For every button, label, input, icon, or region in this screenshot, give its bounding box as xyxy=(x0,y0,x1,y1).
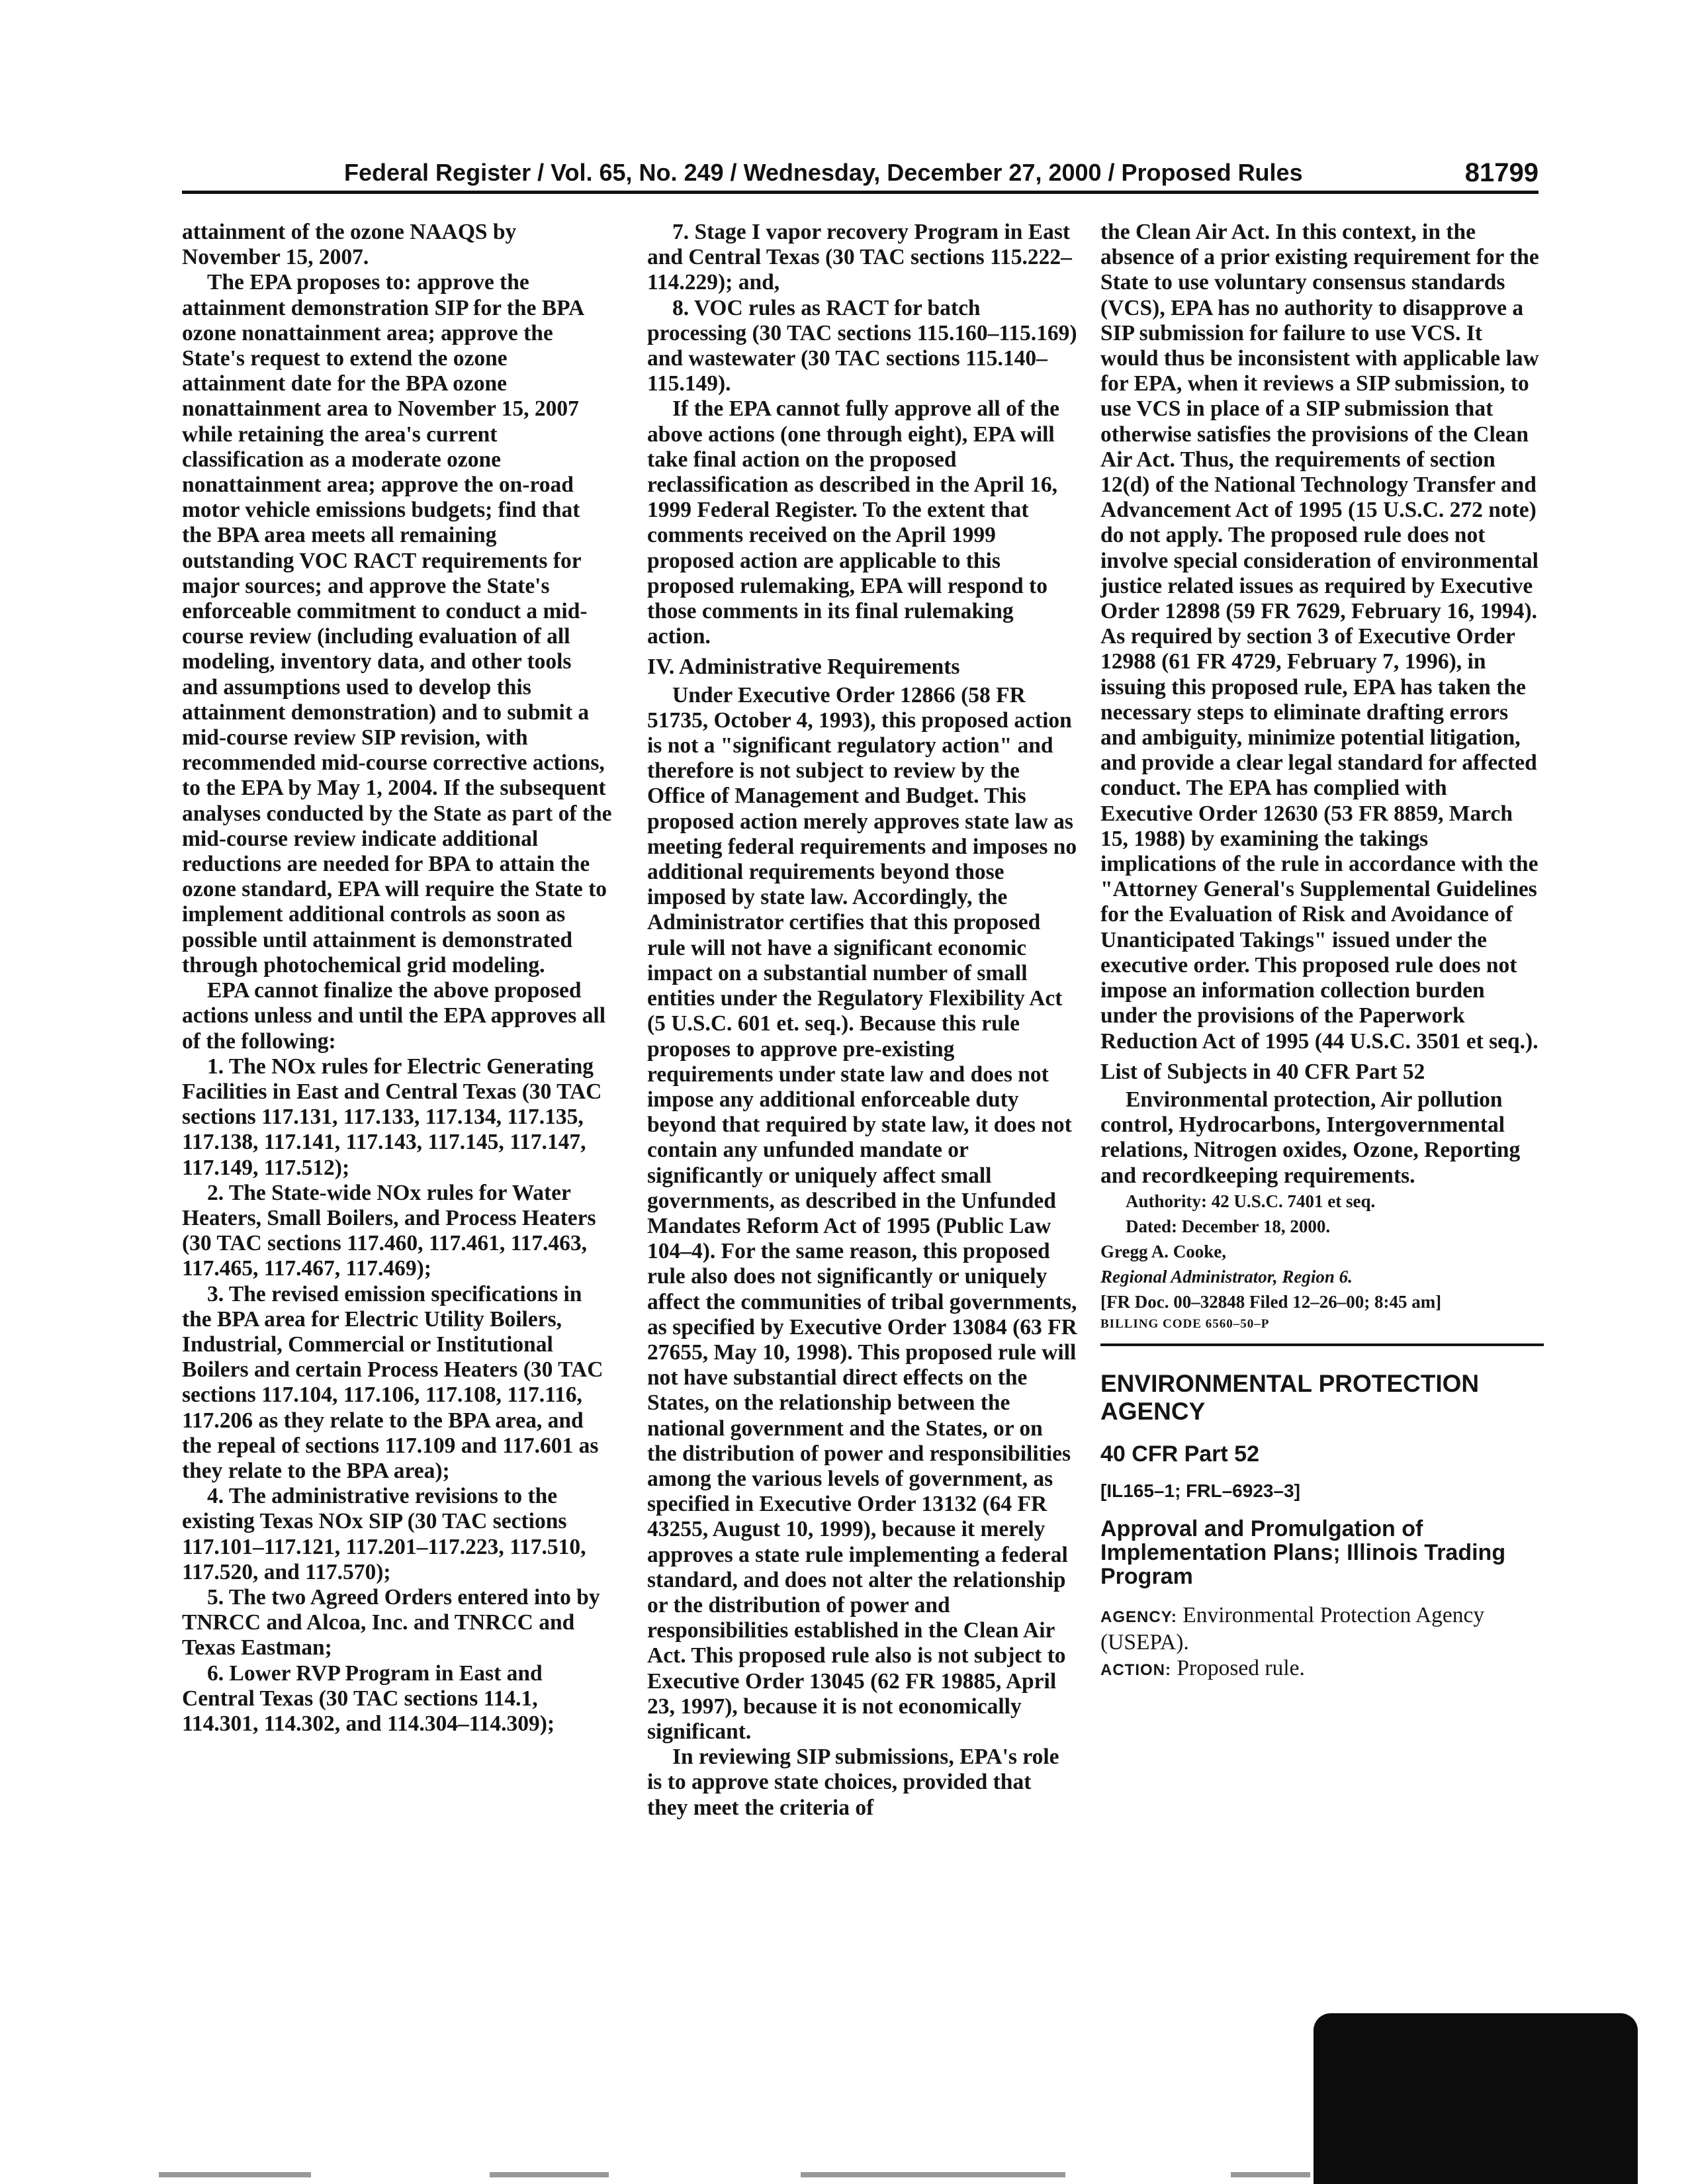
column-1 xyxy=(182,220,612,2139)
page-header xyxy=(182,158,1538,188)
section-divider xyxy=(1100,1343,1544,1347)
agency-line xyxy=(1100,1603,1544,1655)
paragraph: If the EPA cannot fully approve all of the above actions (one through eight), EPA will take final action on the proposed reclassification as described in the April 16, 1999 Federal Register. To the extent that comments received on the April 1999 proposed action are applicable to this proposed rulemaking, EPA will respond to those comments in its final rulemaking action. xyxy=(647,396,1060,649)
column-3 xyxy=(1100,220,1544,2139)
list-item: 3. The revised emission specifications in the BPA area for Electric Utility Boilers, Industrial, Commercial or Institutional Boilers and certain Process Heaters (30 TAC sections 117.104, 117.106, 117.108, 117.116, 117.206 as they relate to the BPA area, and the repeal of sections 117.109 and 117.601 as they relate to the BPA area); xyxy=(182,1281,603,1483)
scan-artifact xyxy=(1231,2172,1310,2177)
scan-artifact xyxy=(159,2172,311,2177)
list-item: 4. The administrative revisions to the existing Texas NOx SIP (30 TAC sections 117.101–117.121, 117.201–117.223, 117.510, 117.520, and 117.570); xyxy=(182,1484,586,1584)
action-label: ACTION: xyxy=(1100,1661,1171,1679)
list-item: 1. The NOx rules for Electric Generating Facilities in East and Central Texas (30 TAC sections 117.131, 117.133, 117.134, 117.135, 117.138, 117.141, 117.143, 117.145, 117.147, 117.149, 117.512); xyxy=(182,1054,602,1180)
paragraph: Under Executive Order 12866 (58 FR 51735, October 4, 1993), this proposed action is not a "significant regulatory action" and therefore is not subject to review by the Office of Management and Budget. This proposed action merely approves state law as meeting federal requirements and imposes no additional requirements beyond those imposed by state law. Accordingly, the Administrator certifies that this proposed rule will not have a significant economic impact on a substantial number of small entities under the Regulatory Flexibility Act (5 U.S.C. 601 et. seq.). Because this rule proposes to approve pre-existing requirements under state law and does not impose any additional enforceable duty beyond that required by state law, it does not contain any unfunded mandate or significantly or uniquely affect small governments, as described in the Unfunded Mandates Reform Act of 1995 (Public Law 104–4). For the same reason, this proposed rule also does not significantly or uniquely affect the communities of tribal governments, as specified by Executive Order 13084 (63 FR 27655, May 10, 1998). This proposed rule will not have substantial direct effects on the States, on the relationship between the national government and the States, or on the distribution of power and responsibilities among the various levels of government, as specified in Executive Order 13132 (64 FR 43255, August 10, 1999), because it merely approves a state rule implementing a federal standard, and does not alter the relationship or the distribution of power and responsibilities established in the Clean Air Act. This proposed rule also is not subject to Executive Order 13045 (62 FR 19885, April 23, 1997), because it is not economically significant. xyxy=(647,682,1077,1744)
agency-label: AGENCY: xyxy=(1100,1608,1177,1627)
list-item: 6. Lower RVP Program in East and Central Texas (30 TAC sections 114.1, 114.301, 114.302, and 114.304–114.309); xyxy=(182,1661,555,1736)
paragraph: attainment of the ozone NAAQS by November 15, 2007. xyxy=(182,220,517,270)
docket-number: [IL165–1; FRL–6923–3] xyxy=(1100,1480,1300,1501)
header-title: Federal Register / Vol. 65, No. 249 / Wednesday, December 27, 2000 / Proposed Rules xyxy=(344,159,1303,186)
paragraph: The EPA proposes to: approve the attainment demonstration SIP for the BPA ozone nonattainment area; approve the State's request to extend the ozone attainment date for the BPA ozone nonattainment area to November 15, 2007 while retaining the area's current classification as a moderate ozone nonattainment area; approve the on-road motor vehicle emissions budgets; find that the BPA area meets all remaining outstanding VOC RACT requirements for major sources; and approve the State's enforceable commitment to conduct a mid-course review (including evaluation of all modeling, inventory data, and other tools and assumptions used to develop this attainment demonstration) and to submit a mid-course review SIP revision, with recommended mid-course corrective actions, to the EPA by May 1, 2004. If the subsequent analyses conducted by the State as part of the mid-course review indicate additional reductions are needed for BPA to attain the ozone standard, EPA will require the State to implement additional controls as soon as possible until attainment is demonstrated through photochemical grid modeling. xyxy=(182,270,612,978)
signer-name: Gregg A. Cooke, xyxy=(1100,1241,1226,1261)
action-line xyxy=(1100,1656,1544,1683)
section-heading: IV. Administrative Requirements xyxy=(647,655,960,680)
column-2 xyxy=(647,220,1077,2139)
list-item: 2. The State-wide NOx rules for Water Heaters, Small Boilers, and Process Heaters (30 TAC sections 117.460, 117.461, 117.463, 117.465, 117.467, 117.469); xyxy=(182,1180,596,1281)
agency-heading: ENVIRONMENTAL PROTECTION AGENCY xyxy=(1100,1369,1480,1425)
cfr-part: 40 CFR Part 52 xyxy=(1100,1441,1259,1467)
rule-title: Approval and Promulgation of Implementation Plans; Illinois Trading Program xyxy=(1100,1516,1506,1590)
signer-title: Regional Administrator, Region 6. xyxy=(1100,1266,1353,1287)
list-item: 5. The two Agreed Orders entered into by TNRCC and Alcoa, Inc. and TNRCC and Texas Eastman; xyxy=(182,1584,600,1661)
paragraph: EPA cannot finalize the above proposed actions unless and until the EPA approves all of the following: xyxy=(182,978,606,1054)
list-item: 8. VOC rules as RACT for batch processing (30 TAC sections 115.160–115.169) and wastewater (30 TAC sections 115.140–115.149). xyxy=(647,295,1077,396)
agency-value: Environmental Protection Agency (USEPA). xyxy=(1100,1603,1485,1655)
list-item: 7. Stage I vapor recovery Program in East and Central Texas (30 TAC sections 115.222–114.229); and, xyxy=(647,220,1072,295)
subjects-list: Environmental protection, Air pollution control, Hydrocarbons, Intergovernmental relations, Nitrogen oxides, Ozone, Reporting and recordkeeping requirements. xyxy=(1100,1087,1521,1188)
scan-artifact xyxy=(490,2172,609,2177)
billing-code: BILLING CODE 6560–50–P xyxy=(1100,1316,1270,1331)
action-value: Proposed rule. xyxy=(1177,1655,1305,1680)
subjects-heading: List of Subjects in 40 CFR Part 52 xyxy=(1100,1059,1425,1084)
authority-line: Authority: 42 U.S.C. 7401 et seq. xyxy=(1126,1191,1376,1211)
scan-artifact xyxy=(801,2172,1065,2177)
page-number: 81799 xyxy=(1464,158,1538,187)
header-rule xyxy=(182,191,1538,194)
paragraph: In reviewing SIP submissions, EPA's role is to approve state choices, provided that they meet the criteria of xyxy=(647,1745,1059,1820)
dated-line: Dated: December 18, 2000. xyxy=(1126,1216,1331,1236)
fr-doc-line: [FR Doc. 00–32848 Filed 12–26–00; 8:45 am] xyxy=(1100,1291,1442,1312)
redaction-block xyxy=(1314,2013,1638,2184)
paragraph: the Clean Air Act. In this context, in the absence of a prior existing requirement for the State to use voluntary consensus standards (VCS), EPA has no authority to disapprove a SIP submission for failure to use VCS. It would thus be inconsistent with applicable law for EPA, when it reviews a SIP submission, to use VCS in place of a SIP submission that otherwise satisfies the provisions of the Clean Air Act. Thus, the requirements of section 12(d) of the National Technology Transfer and Advancement Act of 1995 (15 U.S.C. 272 note) do not apply. The proposed rule does not involve special consideration of environmental justice related issues as required by Executive Order 12898 (59 FR 7629, February 16, 1994). As required by section 3 of Executive Order 12988 (61 FR 4729, February 7, 1996), in issuing this proposed rule, EPA has taken the necessary steps to eliminate drafting errors and ambiguity, minimize potential litigation, and provide a clear legal standard for affected conduct. The EPA has complied with Executive Order 12630 (53 FR 8859, March 15, 1988) by examining the takings implications of the rule in accordance with the "Attorney General's Supplemental Guidelines for the Evaluation of Risk and Avoidance of Unanticipated Takings" issued under the executive order. This proposed rule does not impose an information collection burden under the provisions of the Paperwork Reduction Act of 1995 (44 U.S.C. 3501 et seq.). xyxy=(1100,220,1539,1054)
